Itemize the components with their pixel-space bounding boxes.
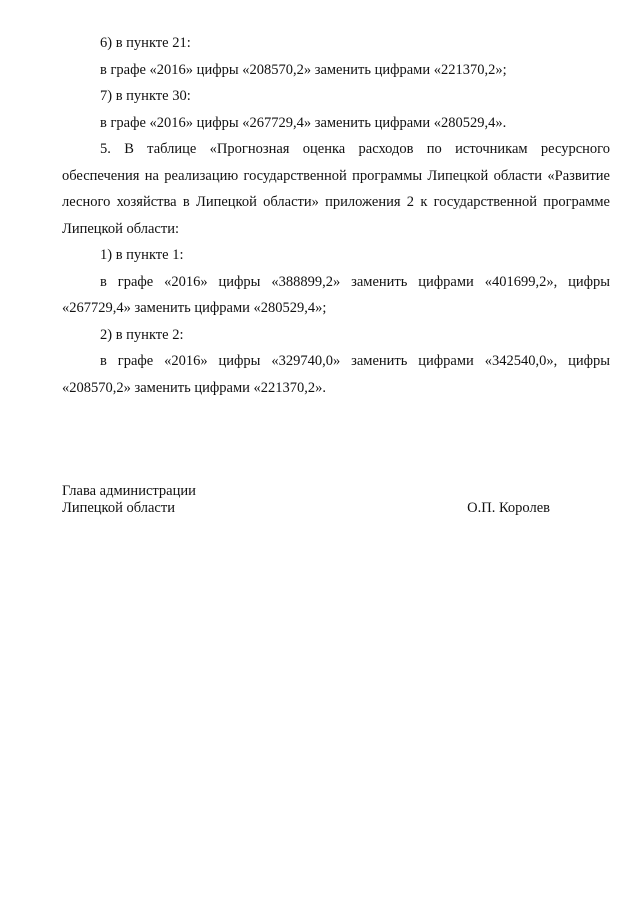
signatory-name: О.П. Королев — [467, 500, 550, 516]
paragraph-item-6-heading: 6) в пункте 21: — [100, 35, 191, 51]
paragraph-item-6-text: в графе «2016» цифры «208570,2» заменить цифрами «221370,2»; — [100, 61, 507, 78]
signature-position-line1: Глава администрации — [62, 483, 196, 499]
paragraph-item-2-text: в графе «2016» цифры «329740,0» заменить цифрами «342540,0», цифры «208570,2» заменить цифрами «221370,2». — [62, 353, 610, 396]
signature-row — [62, 500, 610, 517]
document-body — [62, 30, 610, 401]
signature-block — [62, 483, 610, 517]
paragraph-item-2-heading: 2) в пункте 2: — [100, 326, 184, 343]
paragraph-item-1-heading: 1) в пункте 1: — [100, 247, 184, 263]
paragraph-item-1-text: в графе «2016» цифры «388899,2» заменить цифрами «401699,2», цифры «267729,4» заменить цифрами «280529,4»; — [62, 273, 610, 316]
paragraph-item-7-heading: 7) в пункте 30: — [100, 88, 191, 104]
paragraph-section-5: 5. В таблице «Прогнозная оценка расходов по источникам ресурсного обеспечения на реализацию государственной программы Липецкой области «Развитие лесного хозяйства в Липецкой области» приложения 2 к государственной программе Липецкой области: — [62, 141, 610, 237]
signature-position-line2: Липецкой области — [62, 500, 175, 516]
paragraph-item-7-text: в графе «2016» цифры «267729,4» заменить цифрами «280529,4». — [100, 114, 507, 131]
